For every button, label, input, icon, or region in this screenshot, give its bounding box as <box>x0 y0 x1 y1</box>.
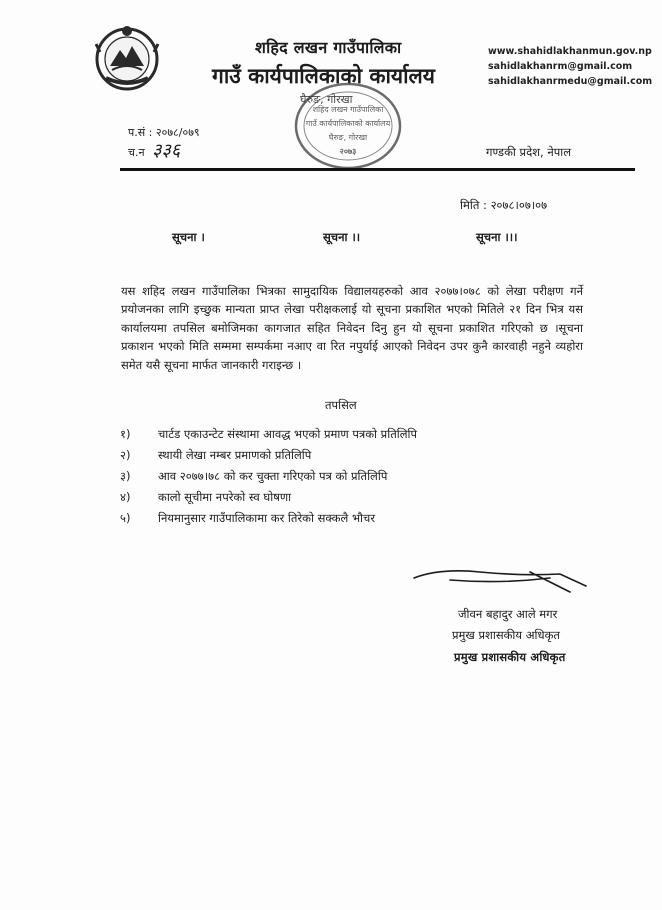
list-number: १) <box>120 427 131 441</box>
header-divider <box>120 168 635 171</box>
list-item <box>120 445 540 466</box>
list-number: २) <box>120 448 131 462</box>
email-link-2[interactable]: sahidlakhanrmedu@gmail.com <box>488 76 653 87</box>
list-item <box>120 424 540 445</box>
office-address: घैरुङ, गोरखा <box>300 93 353 106</box>
list-number: ३) <box>120 469 131 483</box>
reference-block <box>128 124 200 162</box>
list-item <box>120 466 540 487</box>
date-label: मिति : <box>460 198 487 212</box>
cn-number <box>128 142 200 162</box>
municipality-name: शहिद लखन गाउँपालिका <box>255 38 402 57</box>
list-text: नियमानुसार गाउँपालिकामा कर तिरेको सक्कलै भौचर <box>158 511 376 525</box>
cn-value: ३३६ <box>152 140 181 161</box>
office-stamp <box>292 78 404 174</box>
list-text: चार्टड एकाउन्टेट संस्थामा आवद्ध भएको प्रमाण पत्रको प्रतिलिपि <box>158 427 418 441</box>
contact-block <box>488 44 652 89</box>
list-item <box>120 487 540 508</box>
cn-label: च.न <box>128 146 145 159</box>
signatory-name: जीवन बहादुर आले मगर <box>458 607 558 621</box>
stamp-line-4: २०७३ <box>339 147 357 156</box>
ps-value: २०७८/०७९ <box>155 126 200 139</box>
date-value: २०७८।०७।०७ <box>490 198 548 212</box>
tapsil-heading: तपसिल <box>325 398 357 412</box>
list-text: स्थायी लेखा नम्बर प्रमाणको प्रतिलिपि <box>158 448 312 462</box>
notice-heading-1: सूचना । <box>172 230 205 244</box>
designation-stamp: प्रमुख प्रशासकीय अधिकृत <box>454 650 566 664</box>
signatory-title: प्रमुख प्रशासकीय अधिकृत <box>452 628 560 642</box>
ps-label: प.सं : <box>128 126 153 139</box>
notice-heading-2: सूचना ।। <box>323 230 361 244</box>
email-link-1[interactable]: sahidlakhanrm@gmail.com <box>488 61 633 72</box>
list-number: ४) <box>120 490 131 504</box>
list-item <box>120 508 540 529</box>
notice-heading-3: सूचना ।।। <box>476 230 518 244</box>
office-name: गाउँ कार्यपालिकाको कार्यालय <box>212 64 435 88</box>
nepal-emblem-icon <box>92 22 162 92</box>
document-list <box>120 424 540 529</box>
date-line <box>460 198 547 213</box>
list-text: आव २०७७।७८ को कर चुक्ता गरिएको पत्र को प्रतिलिपि <box>158 469 388 483</box>
stamp-line-1: शहिद लखन गाउँपालिका <box>312 105 384 114</box>
handwritten-signature <box>410 566 590 596</box>
website-link[interactable]: www.shahidlakhanmun.gov.np <box>488 46 652 57</box>
stamp-line-2: गाउँ कार्यपालिकाको कार्यालय <box>305 119 391 128</box>
province-label: गण्डकी प्रदेश, नेपाल <box>486 145 572 159</box>
list-text: कालो सूचीमा नपरेको स्व घोषणा <box>158 490 292 504</box>
list-number: ५) <box>120 511 131 525</box>
notice-body: यस शहिद लखन गाउँपालिका भित्रका सामुदायिक विद्यालयहरुको आव २०७७।०७८ को लेखा परीक्षण गर्ने प्रयोजनका लागि इच्छुक मान्यता प्राप्त लेखा परीक्षकलाई यो सूचना प्रकाशित भएको मितिले २१ दिन भित्र यस कार्यालयमा तपसिल बमोजिमका कागजात सहित निवेदन दिनु हुन यो सूचना प्रकाशित गरिएको छ ।सूचना प्रकाशन भएको मिति सम्ममा सम्पर्कमा नआए वा रित नपुर्याई आएको निवेदन उपर कुनै कारवाही नहुने व्यहोरा समेत यसै सूचना मार्फत जानकारी गराइन्छ । <box>121 283 583 372</box>
stamp-line-3: घैरुङ, गोरखा <box>328 133 368 142</box>
